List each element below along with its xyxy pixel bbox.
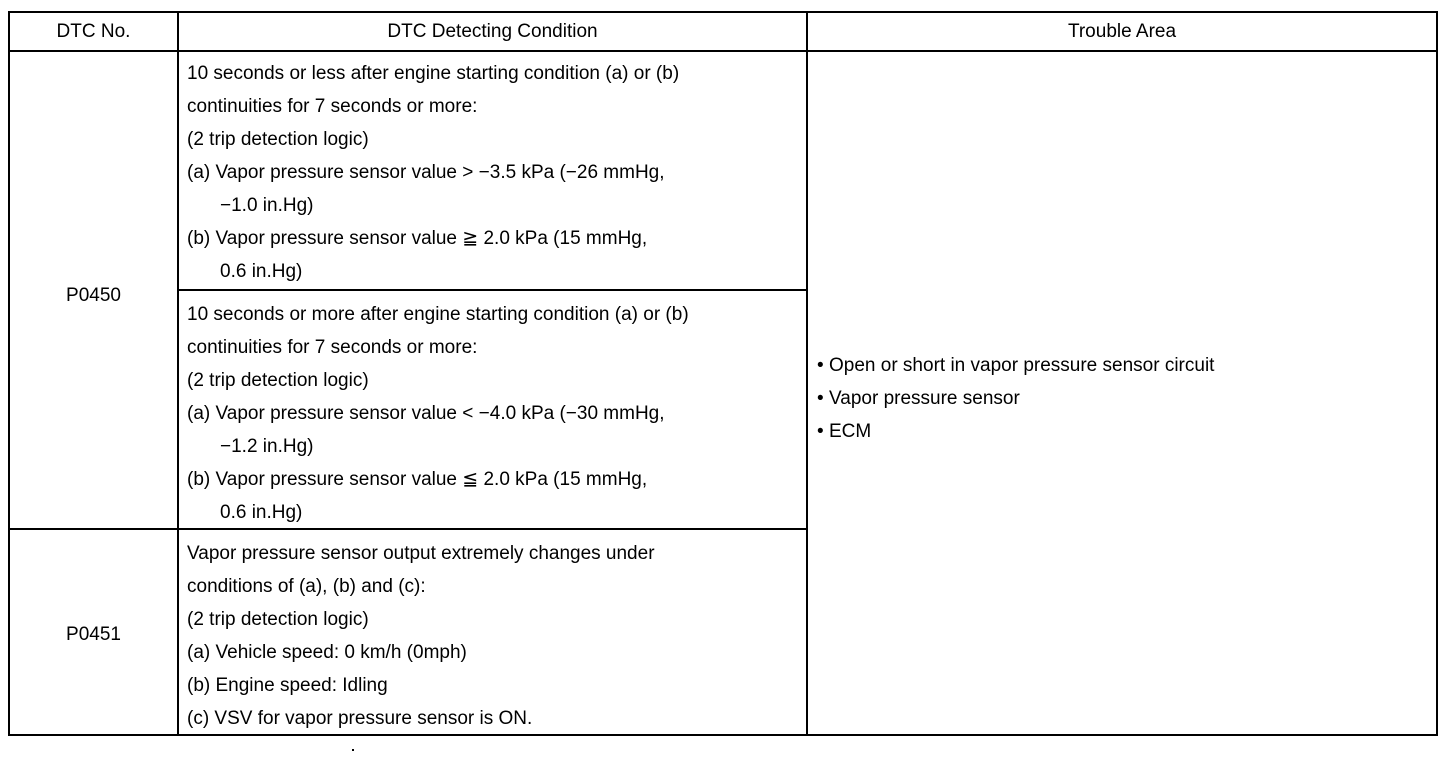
header-dtc-no: DTC No. xyxy=(56,21,131,42)
trouble-area-item xyxy=(817,382,1427,415)
column-divider-1 xyxy=(177,11,179,736)
condition-divider xyxy=(177,289,808,291)
condition-block xyxy=(187,298,802,529)
trouble-area-item xyxy=(817,349,1427,382)
scan-speck xyxy=(352,749,354,751)
bullet-icon: • xyxy=(817,421,824,442)
condition-text: (b) Vapor pressure sensor value ≧ 2.0 kPa (15 mmHg, xyxy=(187,228,648,249)
condition-text: (a) Vapor pressure sensor value < −4.0 kPa (−30 mmHg, xyxy=(187,403,665,424)
condition-block xyxy=(187,537,802,735)
header-detecting-condition: DTC Detecting Condition xyxy=(387,21,598,42)
condition-text: (2 trip detection logic) xyxy=(187,370,369,391)
trouble-area-text: Vapor pressure sensor xyxy=(829,388,1020,409)
trouble-area-text: Open or short in vapor pressure sensor circuit xyxy=(829,355,1215,376)
condition-text: (b) Vapor pressure sensor value ≦ 2.0 kPa (15 mmHg, xyxy=(187,469,648,490)
condition-text: 0.6 in.Hg) xyxy=(220,261,303,282)
condition-text: conditions of (a), (b) and (c): xyxy=(187,576,426,597)
dtc-code-p0451: P0451 xyxy=(66,624,121,645)
condition-text: 10 seconds or less after engine starting condition (a) or (b) xyxy=(187,63,680,84)
condition-text: continuities for 7 seconds or more: xyxy=(187,337,478,358)
condition-text: (a) Vehicle speed: 0 km/h (0mph) xyxy=(187,642,467,663)
condition-text: (2 trip detection logic) xyxy=(187,609,369,630)
condition-text: (c) VSV for vapor pressure sensor is ON. xyxy=(187,708,533,729)
condition-text: −1.0 in.Hg) xyxy=(220,195,314,216)
trouble-area-list xyxy=(817,349,1427,448)
condition-text: 10 seconds or more after engine starting condition (a) or (b) xyxy=(187,304,689,325)
header-trouble-area: Trouble Area xyxy=(1067,21,1177,42)
bullet-icon: • xyxy=(817,355,824,376)
column-divider-2 xyxy=(806,11,808,736)
condition-text: 0.6 in.Hg) xyxy=(220,502,303,523)
condition-text: Vapor pressure sensor output extremely changes under xyxy=(187,543,655,564)
condition-text: (b) Engine speed: Idling xyxy=(187,675,388,696)
header-divider xyxy=(8,50,1438,52)
condition-text: continuities for 7 seconds or more: xyxy=(187,96,478,117)
trouble-area-text: ECM xyxy=(829,421,872,442)
condition-text: (a) Vapor pressure sensor value > −3.5 kPa (−26 mmHg, xyxy=(187,162,665,183)
bullet-icon: • xyxy=(817,388,824,409)
condition-block xyxy=(187,57,802,288)
condition-text: (2 trip detection logic) xyxy=(187,129,369,150)
condition-text: −1.2 in.Hg) xyxy=(220,436,314,457)
dtc-code-p0450: P0450 xyxy=(66,285,121,306)
trouble-area-item xyxy=(817,415,1427,448)
